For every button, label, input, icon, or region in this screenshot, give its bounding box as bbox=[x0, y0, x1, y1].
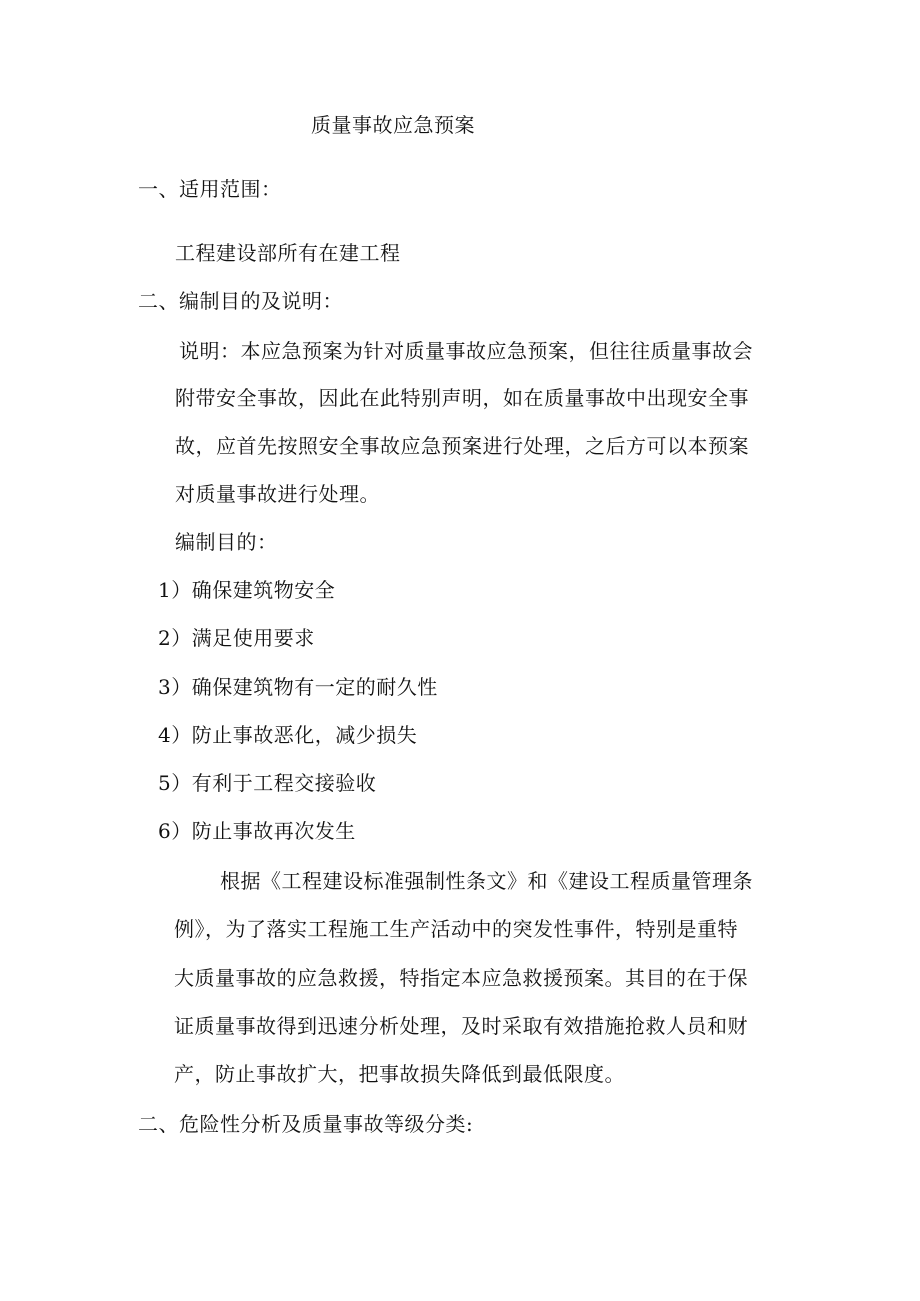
purpose-list-item: 3）确保建筑物有一定的耐久性 bbox=[158, 675, 438, 699]
basis-line: 产，防止事故扩大，把事故损失降低到最低限度。 bbox=[174, 1062, 625, 1086]
basis-line: 大质量事故的应急救援，特指定本应急救援预案。其目的在于保 bbox=[174, 966, 748, 990]
document-title: 质量事故应急预案 bbox=[311, 113, 475, 137]
scope-text: 工程建设部所有在建工程 bbox=[175, 241, 401, 265]
note-line: 说明：本应急预案为针对质量事故应急预案，但往往质量事故会 bbox=[179, 339, 753, 363]
section-heading-scope: 一、适用范围： bbox=[138, 177, 282, 201]
note-line: 对质量事故进行处理。 bbox=[175, 482, 380, 506]
purpose-list-item: 1）确保建筑物安全 bbox=[158, 578, 336, 602]
purpose-list-item: 2）满足使用要求 bbox=[158, 626, 315, 650]
basis-line: 根据《工程建设标准强制性条文》和《建设工程质量管理条 bbox=[220, 869, 753, 893]
section-heading-risk: 二、危险性分析及质量事故等级分类: bbox=[138, 1112, 474, 1136]
purpose-list-item: 4）防止事故恶化，减少损失 bbox=[158, 723, 418, 747]
note-line: 故，应首先按照安全事故应急预案进行处理，之后方可以本预案 bbox=[175, 434, 749, 458]
basis-line: 证质量事故得到迅速分析处理，及时采取有效措施抢救人员和财 bbox=[174, 1014, 748, 1038]
purpose-label: 编制目的： bbox=[175, 530, 278, 554]
basis-line: 例》，为了落实工程施工生产活动中的突发性事件，特别是重特 bbox=[174, 917, 738, 941]
purpose-list-item: 5）有利于工程交接验收 bbox=[158, 771, 377, 795]
section-heading-purpose: 二、编制目的及说明： bbox=[138, 289, 343, 313]
purpose-list-item: 6）防止事故再次发生 bbox=[158, 819, 356, 843]
note-line: 附带安全事故，因此在此特别声明，如在质量事故中出现安全事 bbox=[175, 386, 749, 410]
